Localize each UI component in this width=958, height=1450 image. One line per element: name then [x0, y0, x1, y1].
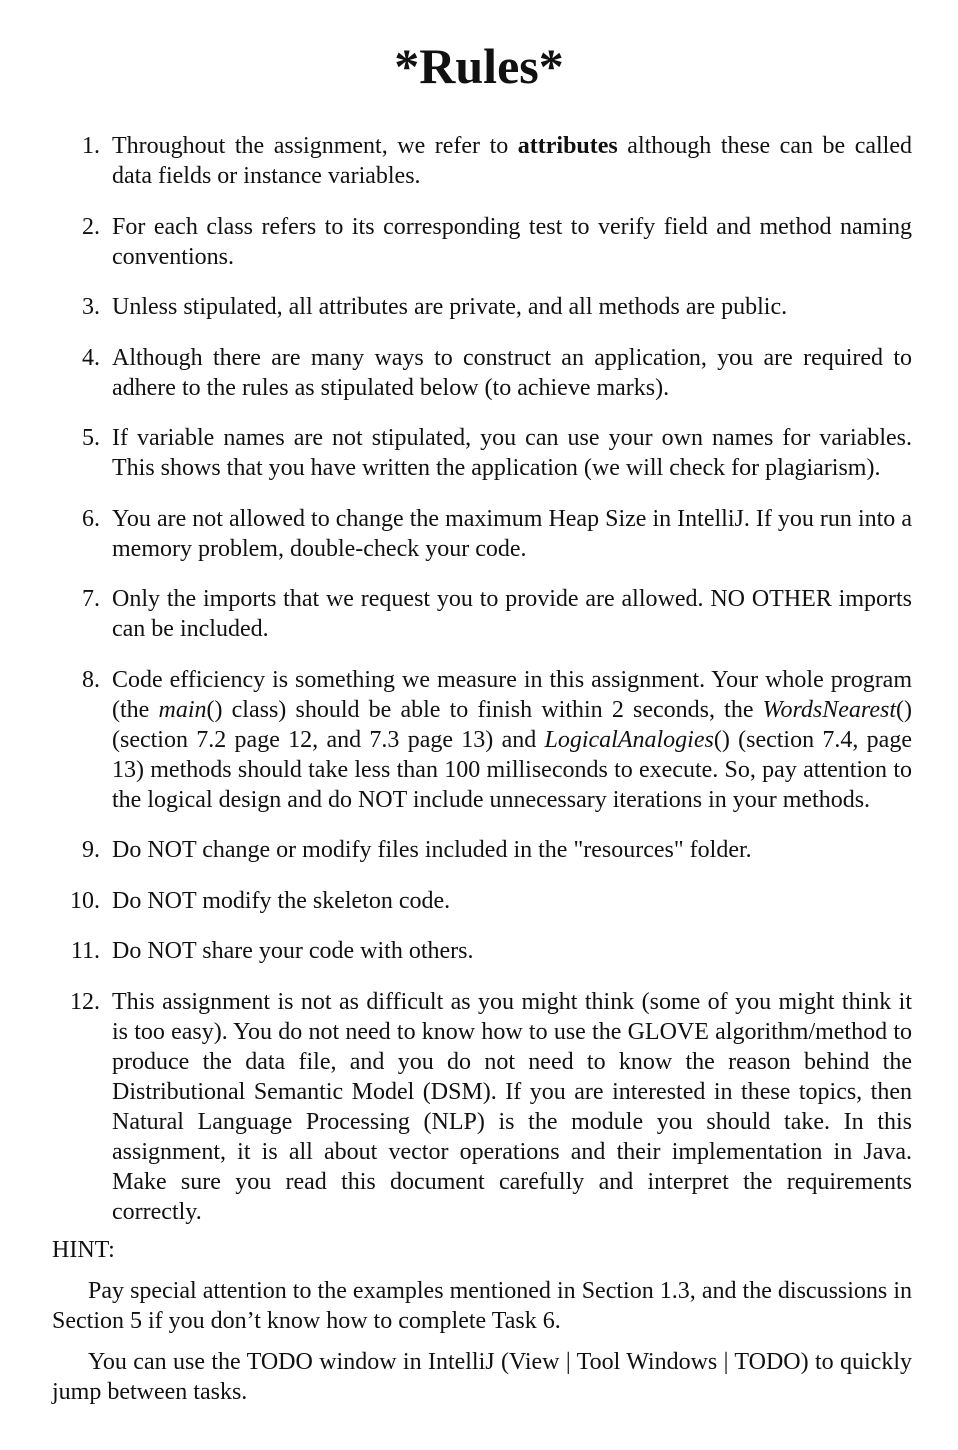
rule-number: 3.	[82, 294, 100, 320]
rule-text: For each class refers to its corresponding test to verify field and method naming conventions.	[112, 213, 912, 270]
rule-number: 2.	[82, 213, 100, 240]
list-item	[0, 584, 958, 644]
list-item	[0, 343, 958, 403]
rule-text: You are not allowed to change the maximum Heap Size in IntelliJ. If you run into a memory problem, double-check your code.	[112, 505, 912, 562]
rule-text: Throughout the assignment, we refer to attributes although these can be called data fields or instance variables.	[112, 133, 912, 189]
list-item	[0, 131, 958, 191]
hint-paragraph: You can use the TODO window in IntelliJ (View | Tool Windows | TODO) to quickly jump between tasks.	[52, 1349, 912, 1405]
list-item	[0, 504, 958, 564]
rule-text: Do NOT change or modify files included in the "resources" folder.	[112, 837, 752, 863]
rule-number: 9.	[82, 837, 100, 863]
rule-number: 5.	[82, 425, 100, 451]
list-item	[0, 936, 958, 966]
rule-number: 1.	[82, 133, 100, 159]
rule-text: Although there are many ways to construct an application, you are required to adhere to the rules as stipulated below (to achieve marks).	[112, 344, 912, 401]
rule-number: 10.	[70, 887, 100, 914]
rule-number: 6.	[82, 505, 100, 532]
rule-text: Unless stipulated, all attributes are private, and all methods are public.	[112, 294, 788, 320]
rule-number: 8.	[82, 666, 100, 693]
page-title: *Rules*	[394, 38, 564, 94]
rule-text: This assignment is not as difficult as you might think (some of you might think it is too easy). You do not need to know how to use the GLOVE algorithm/method to produce the data file, and you do not need to know the reason behind the Distributional Semantic Model (DSM). If you are interested in these topics, then Natural Language Processing (NLP) is the module you should take. In this assignment, it is all about vector operations and their implementation in Java. Make sure you read this document carefully and interpret the requirements correctly.	[112, 988, 912, 1225]
rule-text: Only the imports that we request you to provide are allowed. NO OTHER imports can be included.	[112, 586, 912, 642]
rule-text: If variable names are not stipulated, you can use your own names for variables. This shows that you have written the application (we will check for plagiarism).	[112, 425, 912, 481]
rule-number: 11.	[70, 938, 100, 964]
rules-list	[0, 131, 958, 1247]
list-item	[0, 423, 958, 483]
hint-paragraph: Pay special attention to the examples mentioned in Section 1.3, and the discussions in Section 5 if you don’t know how to complete Task 6.	[52, 1278, 912, 1334]
list-item	[0, 292, 958, 322]
rule-number: 12.	[70, 988, 100, 1015]
rule-number: 7.	[82, 586, 100, 612]
rule-number: 4.	[82, 344, 100, 371]
list-item	[0, 665, 958, 815]
list-item	[0, 835, 958, 865]
rule-text: Code efficiency is something we measure in this assignment. Your whole program (the main() class) should be able to finish within 2 seconds, the WordsNearest() (section 7.2 page 12, and 7.3 page 13) and LogicalAnalogies() (section 7.4, page 13) methods should take less than 100 milliseconds to execute. So, pay attention to the logical design and do NOT include unnecessary iterations in your methods.	[112, 666, 913, 813]
hint-label: HINT:	[52, 1237, 115, 1263]
rule-text: Do NOT share your code with others.	[112, 938, 474, 964]
list-item	[0, 987, 958, 1227]
rule-text: Do NOT modify the skeleton code.	[112, 887, 451, 914]
list-item	[0, 212, 958, 272]
list-item	[0, 886, 958, 916]
